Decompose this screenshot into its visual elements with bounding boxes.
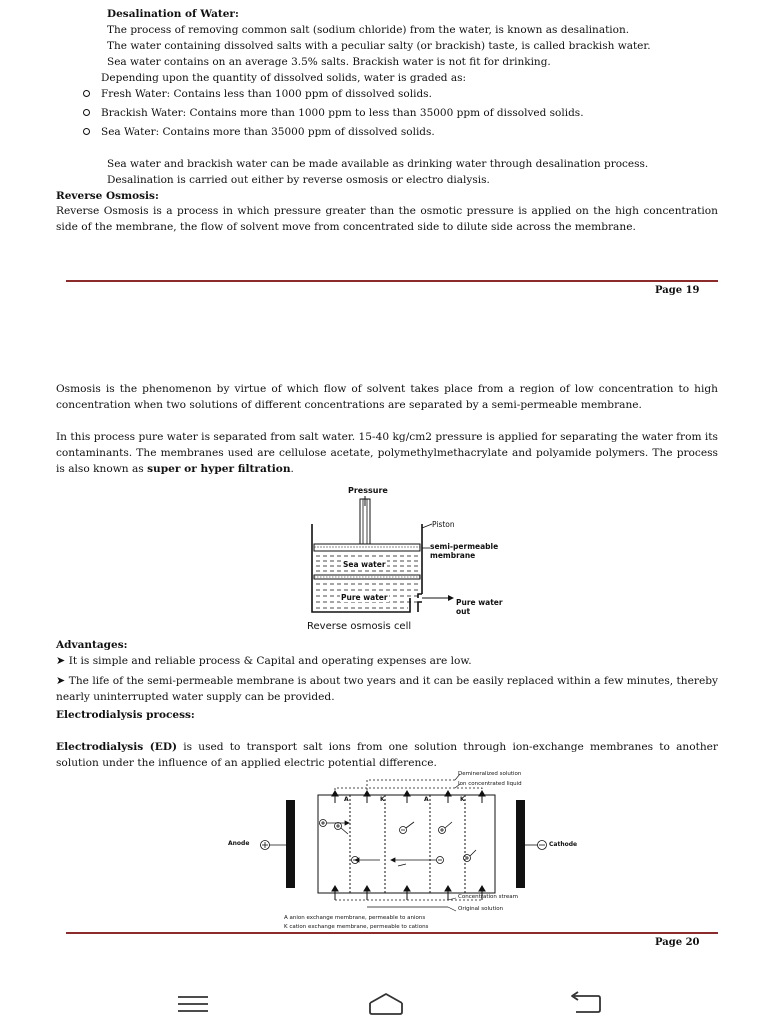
page-divider bbox=[66, 932, 718, 934]
electrodialysis-figure bbox=[220, 770, 600, 935]
membrane-letter: A bbox=[424, 796, 429, 803]
reverse-osmosis-figure bbox=[290, 484, 520, 634]
arrowhead-icon: ➤ bbox=[56, 674, 69, 687]
desal-note-line: Sea water and brackish water can be made available as drinking water through desalination process. bbox=[107, 158, 649, 170]
figure-caption: Reverse osmosis cell bbox=[307, 621, 412, 632]
membranes bbox=[350, 795, 465, 893]
process-text: In this process pure water is separated from salt water. 15-40 kg/cm2 pressure is applied for separating the water from its contaminants. The membranes used are cellulose acetate, polymethylmethacrylate and polyamide polymers. The process is also known as bbox=[56, 431, 718, 475]
sea-water-label: Sea water bbox=[343, 560, 386, 569]
page-divider bbox=[66, 280, 718, 282]
ion-arrows bbox=[327, 821, 476, 866]
membrane-letter: K bbox=[460, 796, 465, 803]
process-paragraph bbox=[56, 429, 718, 477]
page-number: Page 20 bbox=[655, 937, 700, 948]
membrane-letter: K bbox=[380, 796, 385, 803]
anode-plate bbox=[286, 800, 295, 888]
advantage-item bbox=[56, 673, 718, 705]
home-icon[interactable] bbox=[366, 990, 406, 1018]
demineralized-line bbox=[367, 780, 455, 790]
cell-box bbox=[318, 795, 495, 893]
piston-label: Piston bbox=[432, 520, 455, 529]
desal-line: Sea water contains on an average 3.5% salts. Brackish water is not fit for drinking. bbox=[107, 56, 551, 68]
grade-item: Sea Water: Contains more than 35000 ppm of dissolved solids. bbox=[101, 126, 435, 138]
piston-leader bbox=[422, 524, 432, 528]
back-icon[interactable] bbox=[566, 990, 606, 1018]
menu-icon[interactable] bbox=[176, 993, 210, 1015]
cathode-plate bbox=[516, 800, 525, 888]
demineralized-label: Demineralized solution bbox=[458, 771, 522, 777]
legend-anion: A anion exchange membrane, permeable to anions bbox=[284, 915, 426, 921]
piston-plate bbox=[314, 544, 420, 551]
electrodialysis-diagram bbox=[220, 770, 600, 935]
concentrate-line bbox=[335, 788, 482, 790]
osmosis-paragraph: Osmosis is the phenomenon by virtue of which flow of solvent takes place from a region of low concentration to high concentration when two solutions of different concentrations are separated by a semi-permeable membrane. bbox=[56, 383, 718, 411]
heading-reverse-osmosis: Reverse Osmosis: bbox=[56, 190, 159, 202]
membrane-label-line: semi-permeable bbox=[430, 542, 499, 551]
pure-water-out-label bbox=[456, 598, 503, 616]
ed-term: Electrodialysis (ED) bbox=[56, 741, 178, 753]
heading-desalination: Desalination of Water: bbox=[107, 8, 239, 20]
grade-item: Brackish Water: Contains more than 1000 ppm to less than 35000 ppm of dissolved solids. bbox=[101, 107, 584, 119]
membrane-label bbox=[430, 542, 498, 560]
anode-label: Anode bbox=[228, 840, 250, 847]
ro-paragraph: Reverse Osmosis is a process in which pressure greater than the osmotic pressure is applied on the high concentration side of the membrane, the flow of solvent move from concentrated side to dilute side across the membrane. bbox=[56, 205, 718, 233]
desal-line: Depending upon the quantity of dissolved solids, water is graded as: bbox=[101, 72, 467, 84]
concentration-stream-label: Concentration stream bbox=[458, 894, 518, 900]
ion-concentrated-label: Ion concentrated liquid bbox=[458, 781, 522, 787]
desal-note-line: Desalination is carried out either by reverse osmosis or electro dialysis. bbox=[107, 174, 490, 186]
process-text-end: . bbox=[290, 463, 294, 475]
legend-cation: K cation exchange membrane, permeable to cations bbox=[284, 924, 429, 930]
desal-line: The water containing dissolved salts with a peculiar salty (or brackish) taste, is called brackish water. bbox=[107, 40, 651, 52]
ed-text: is used to transport salt ions from one solution through ion-exchange membranes to another solution under the influence of an applied electric potential difference. bbox=[56, 741, 718, 769]
advantage-text: The life of the semi-permeable membrane is about two years and it can be easily replaced within a few minutes, thereby nearly uninterrupted water supply can be provided. bbox=[56, 675, 718, 703]
arrowhead-icon: ➤ bbox=[56, 654, 69, 667]
heading-electrodialysis: Electrodialysis process: bbox=[56, 709, 195, 721]
pressure-label: Pressure bbox=[348, 486, 388, 495]
out-label-line: out bbox=[456, 607, 471, 616]
bullet-circle-icon bbox=[83, 128, 90, 135]
advantages-list bbox=[56, 653, 718, 705]
pure-water-label: Pure water bbox=[341, 593, 388, 602]
grade-item: Fresh Water: Contains less than 1000 ppm of dissolved solids. bbox=[101, 88, 432, 100]
system-navigation-bar bbox=[0, 985, 768, 1024]
desal-line: The process of removing common salt (sodium chloride) from the water, is known as desalination. bbox=[107, 24, 630, 36]
bullet-circle-icon bbox=[83, 90, 90, 97]
ed-paragraph bbox=[56, 739, 718, 771]
membrane-letter: A bbox=[344, 796, 349, 803]
process-bold-term: super or hyper filtration bbox=[147, 463, 291, 475]
advantage-item bbox=[56, 653, 718, 669]
bullet-circle-icon bbox=[83, 109, 90, 116]
heading-advantages: Advantages: bbox=[56, 639, 128, 651]
ions bbox=[320, 820, 471, 864]
cathode-label: Cathode bbox=[549, 841, 578, 848]
out-label-line: Pure water bbox=[456, 598, 503, 607]
original-solution-label: Original solution bbox=[458, 906, 504, 912]
membrane-label-line: membrane bbox=[430, 551, 476, 560]
advantage-text: It is simple and reliable process & Capital and operating expenses are low. bbox=[68, 655, 472, 667]
page-number: Page 19 bbox=[655, 285, 700, 296]
